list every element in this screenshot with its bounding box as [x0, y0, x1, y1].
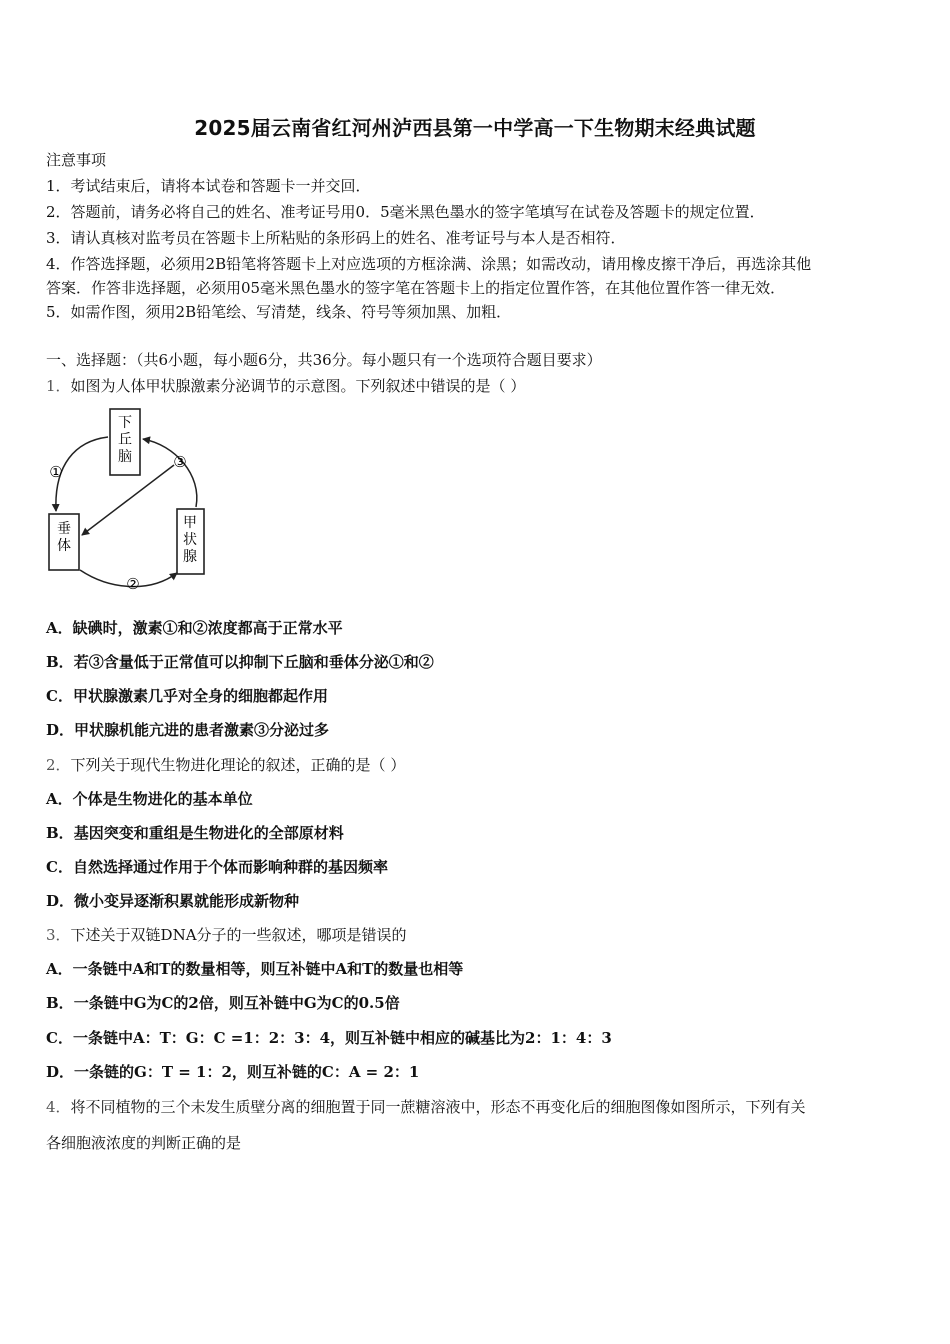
question-number: 4． — [46, 1098, 71, 1116]
thyroid-char: 腺 — [183, 549, 197, 565]
label-2: ② — [126, 575, 140, 593]
notice-item: 1．考试结束后，请将本试卷和答题卡一并交回． — [46, 177, 371, 195]
question-text: 将不同植物的三个未发生质壁分离的细胞置于同一蔗糖溶液中，形态不再变化后的细胞图像如图所示，下列有关 — [70, 1098, 806, 1116]
question-4-stem — [46, 1097, 806, 1117]
question-3-stem — [46, 925, 407, 945]
notice-item: 答案．作答非选择题，必须用05毫米黑色墨水的签字笔在答题卡上的指定位置作答，在其他位置作答一律无效． — [46, 279, 786, 297]
question-4-stem-continued: 各细胞液浓度的判断正确的是 — [46, 1134, 242, 1152]
pituitary-label — [57, 521, 71, 554]
option-text: 自然选择通过作用于个体而影响种群的基因频率 — [72, 858, 388, 876]
option-text: 一条链中G为C的2倍，则互补链中G为C的0.5倍 — [73, 994, 400, 1012]
question-text: 下述关于双链DNA分子的一些叙述，哪项是错误的 — [70, 926, 407, 944]
question-number: 2． — [46, 756, 71, 774]
question-1-option-b — [46, 652, 434, 672]
question-2-option-d — [46, 891, 299, 911]
section-heading: 一、选择题：（共6小题，每小题6分，共36分。每小题只有一个选项符合题目要求） — [46, 351, 602, 369]
option-letter: A． — [46, 790, 73, 808]
hypothalamus-char: 下 — [118, 415, 132, 431]
question-text: 下列关于现代生物进化理论的叙述，正确的是（ ） — [70, 756, 406, 774]
question-number: 3． — [46, 926, 71, 944]
option-text: 甲状腺机能亢进的患者激素③分泌过多 — [74, 721, 330, 739]
hypothalamus-char: 丘 — [118, 432, 132, 448]
option-letter: B． — [46, 994, 74, 1012]
notice-item: 4．作答选择题，必须用2B铅笔将答题卡上对应选项的方框涂满、涂黑；如需改动，请用橡皮擦干净后，再选涂其他 — [46, 255, 812, 273]
notice-item: 5．如需作图，须用2B铅笔绘、写清楚，线条、符号等须加黑、加粗． — [46, 303, 512, 321]
hypothalamus-char: 脑 — [118, 449, 132, 465]
option-letter: C． — [46, 1029, 73, 1047]
option-letter: D． — [46, 721, 75, 739]
question-2-option-a — [46, 789, 253, 809]
question-1-stem — [46, 376, 525, 396]
option-text: 一条链的G：T = 1：2，则互补链的C：A = 2：1 — [74, 1063, 420, 1081]
label-3: ③ — [173, 453, 187, 471]
page-title: 2025届云南省红河州泸西县第一中学高一下生物期末经典试题 — [194, 116, 756, 140]
option-text: 甲状腺激素几乎对全身的细胞都起作用 — [72, 687, 328, 705]
pituitary-char: 体 — [57, 538, 71, 554]
pituitary-char: 垂 — [57, 521, 71, 537]
option-text: 基因突变和重组是生物进化的全部原材料 — [73, 824, 344, 842]
notice-item: 2．答题前，请务必将自己的姓名、准考证号用0．5毫米黑色墨水的签字笔填写在试卷及答题卡的规定位置． — [46, 203, 765, 221]
question-3-option-b — [46, 993, 400, 1013]
notice-item: 3．请认真核对监考员在答题卡上所粘贴的条形码上的姓名、准考证号与本人是否相符． — [46, 229, 626, 247]
option-letter: B． — [46, 824, 74, 842]
arrow-hypothalamus-to-pituitary — [56, 437, 108, 511]
question-3-option-a — [46, 959, 463, 979]
label-1: ① — [49, 463, 63, 481]
thyroid-label — [183, 515, 197, 565]
option-letter: C． — [46, 858, 73, 876]
hypothalamus-label — [118, 415, 132, 465]
thyroid-regulation-diagram — [40, 405, 220, 600]
option-letter: A． — [46, 619, 73, 637]
question-number: 1． — [46, 377, 71, 395]
question-3-option-d — [46, 1062, 419, 1082]
option-letter: C． — [46, 687, 73, 705]
option-letter: B． — [46, 653, 74, 671]
question-1-option-d — [46, 720, 329, 740]
thyroid-char: 状 — [183, 532, 197, 548]
option-text: 若③含量低于正常值可以抑制下丘脑和垂体分泌①和② — [73, 653, 434, 671]
option-letter: D． — [46, 892, 75, 910]
question-1-option-a — [46, 618, 343, 638]
arrow-thyroid-to-hypothalamus — [143, 439, 197, 507]
option-text: 微小变异逐渐积累就能形成新物种 — [74, 892, 300, 910]
option-text: 一条链中A和T的数量相等，则互补链中A和T的数量也相等 — [72, 960, 464, 978]
option-text: 一条链中A：T：G：C =1：2：3：4，则互补链中相应的碱基比为2：1：4：3 — [72, 1029, 612, 1047]
option-text: 缺碘时，激素①和②浓度都高于正常水平 — [72, 619, 343, 637]
question-text: 如图为人体甲状腺激素分泌调节的示意图。下列叙述中错误的是（ ） — [70, 377, 526, 395]
question-2-option-c — [46, 857, 388, 877]
question-3-option-c — [46, 1028, 612, 1048]
notice-heading: 注意事项 — [46, 151, 107, 169]
question-2-stem — [46, 755, 405, 775]
thyroid-char: 甲 — [183, 515, 197, 531]
question-2-option-b — [46, 823, 344, 843]
option-text: 个体是生物进化的基本单位 — [72, 790, 253, 808]
option-letter: D． — [46, 1063, 75, 1081]
option-letter: A． — [46, 960, 73, 978]
question-1-option-c — [46, 686, 328, 706]
